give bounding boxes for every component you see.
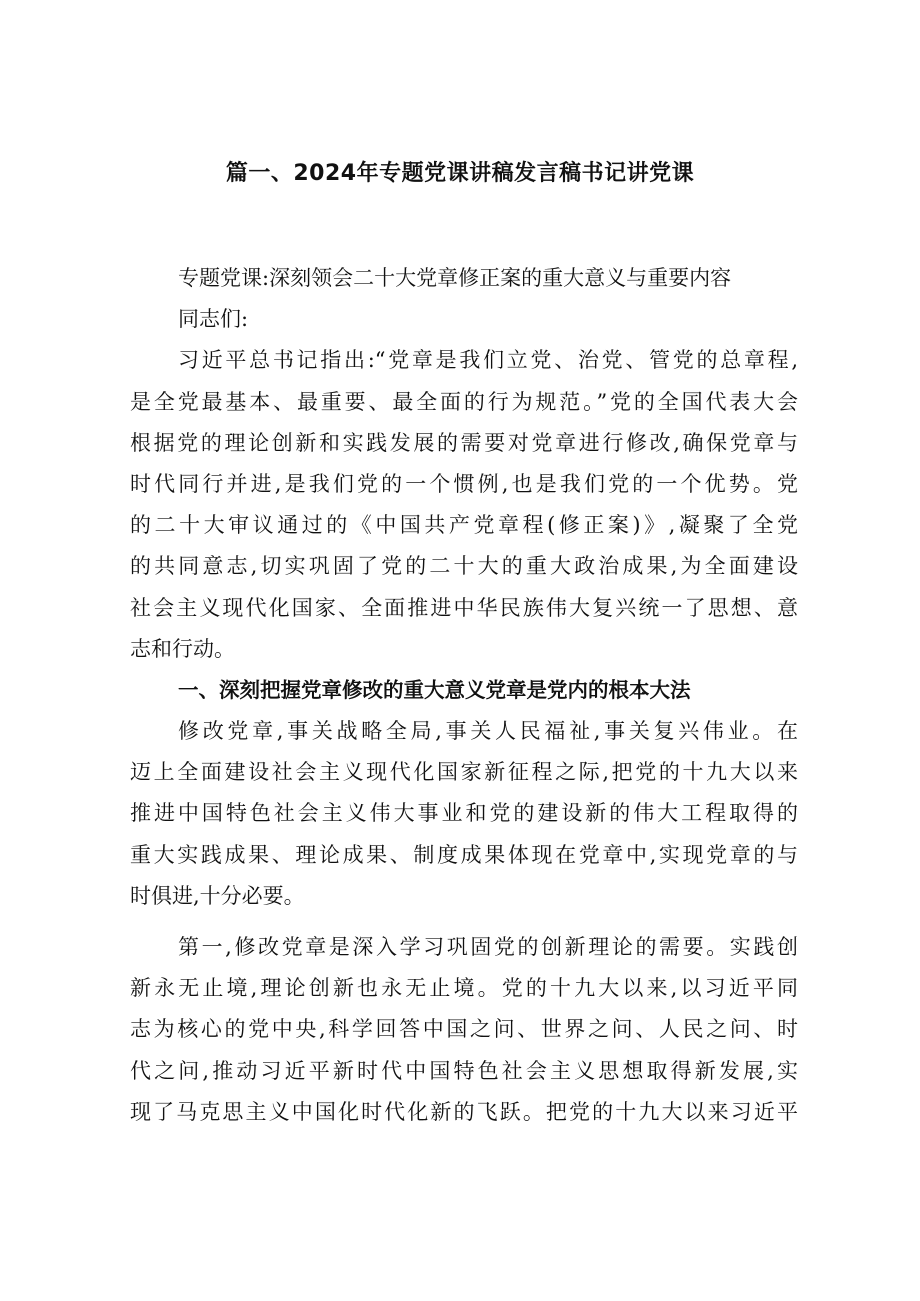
- body-line-salutation: 同志们:: [178, 307, 249, 332]
- body-line-subtitle: 专题党课:深刻领会二十大党章修正案的重大意义与重要内容: [178, 266, 732, 290]
- body-line: 的共同意志,切实巩固了党的二十大的重大政治成果,为全面建设: [130, 554, 798, 579]
- body-line: 迈上全面建设社会主义现代化国家新征程之际,把党的十九大以来: [130, 760, 798, 785]
- body-line: 时俱进,十分必要。: [130, 883, 305, 908]
- body-line: 重大实践成果、理论成果、制度成果体现在党章中,实现党章的与: [130, 842, 798, 867]
- paragraph-gap: [130, 917, 798, 927]
- body-line: 第一,修改党章是深入学习巩固党的创新理论的需要。实践创: [178, 935, 798, 959]
- body-line: 的二十大审议通过的《中国共产党章程(修正案)》,凝聚了全党: [130, 513, 798, 538]
- body-line: 代之问,推动习近平新时代中国特色社会主义思想取得新发展,实: [130, 1058, 798, 1083]
- document-body: [130, 258, 798, 1133]
- document-title: 篇一、2024年专题党课讲稿发言稿书记讲党课: [225, 161, 695, 186]
- body-line: 时代同行并进,是我们党的一个惯例,也是我们党的一个优势。党: [130, 471, 798, 496]
- body-line: 新永无止境,理论创新也永无止境。党的十九大以来,以习近平同: [130, 976, 798, 1001]
- body-line: 修改党章,事关战略全局,事关人民福祉,事关复兴伟业。在: [178, 719, 798, 744]
- body-line: 志和行动。: [130, 636, 235, 661]
- body-line: 社会主义现代化国家、全面推进中华民族伟大复兴统一了思想、意: [130, 595, 798, 620]
- body-line: 根据党的理论创新和实践发展的需要对党章进行修改,确保党章与: [130, 430, 798, 455]
- body-line: 推进中国特色社会主义伟大事业和党的建设新的伟大工程取得的: [130, 801, 798, 826]
- body-line: 现了马克思主义中国化时代化新的飞跃。把党的十九大以来习近平: [130, 1099, 798, 1124]
- body-line: 是全党最基本、最重要、最全面的行为规范。”党的全国代表大会: [130, 389, 798, 414]
- body-line: 习近平总书记指出:“党章是我们立党、治党、管党的总章程,: [178, 348, 798, 373]
- body-line: 志为核心的党中央,科学回答中国之问、世界之问、人民之问、时: [130, 1017, 798, 1042]
- section-heading: 一、深刻把握党章修改的重大意义党章是党内的根本大法: [178, 677, 691, 702]
